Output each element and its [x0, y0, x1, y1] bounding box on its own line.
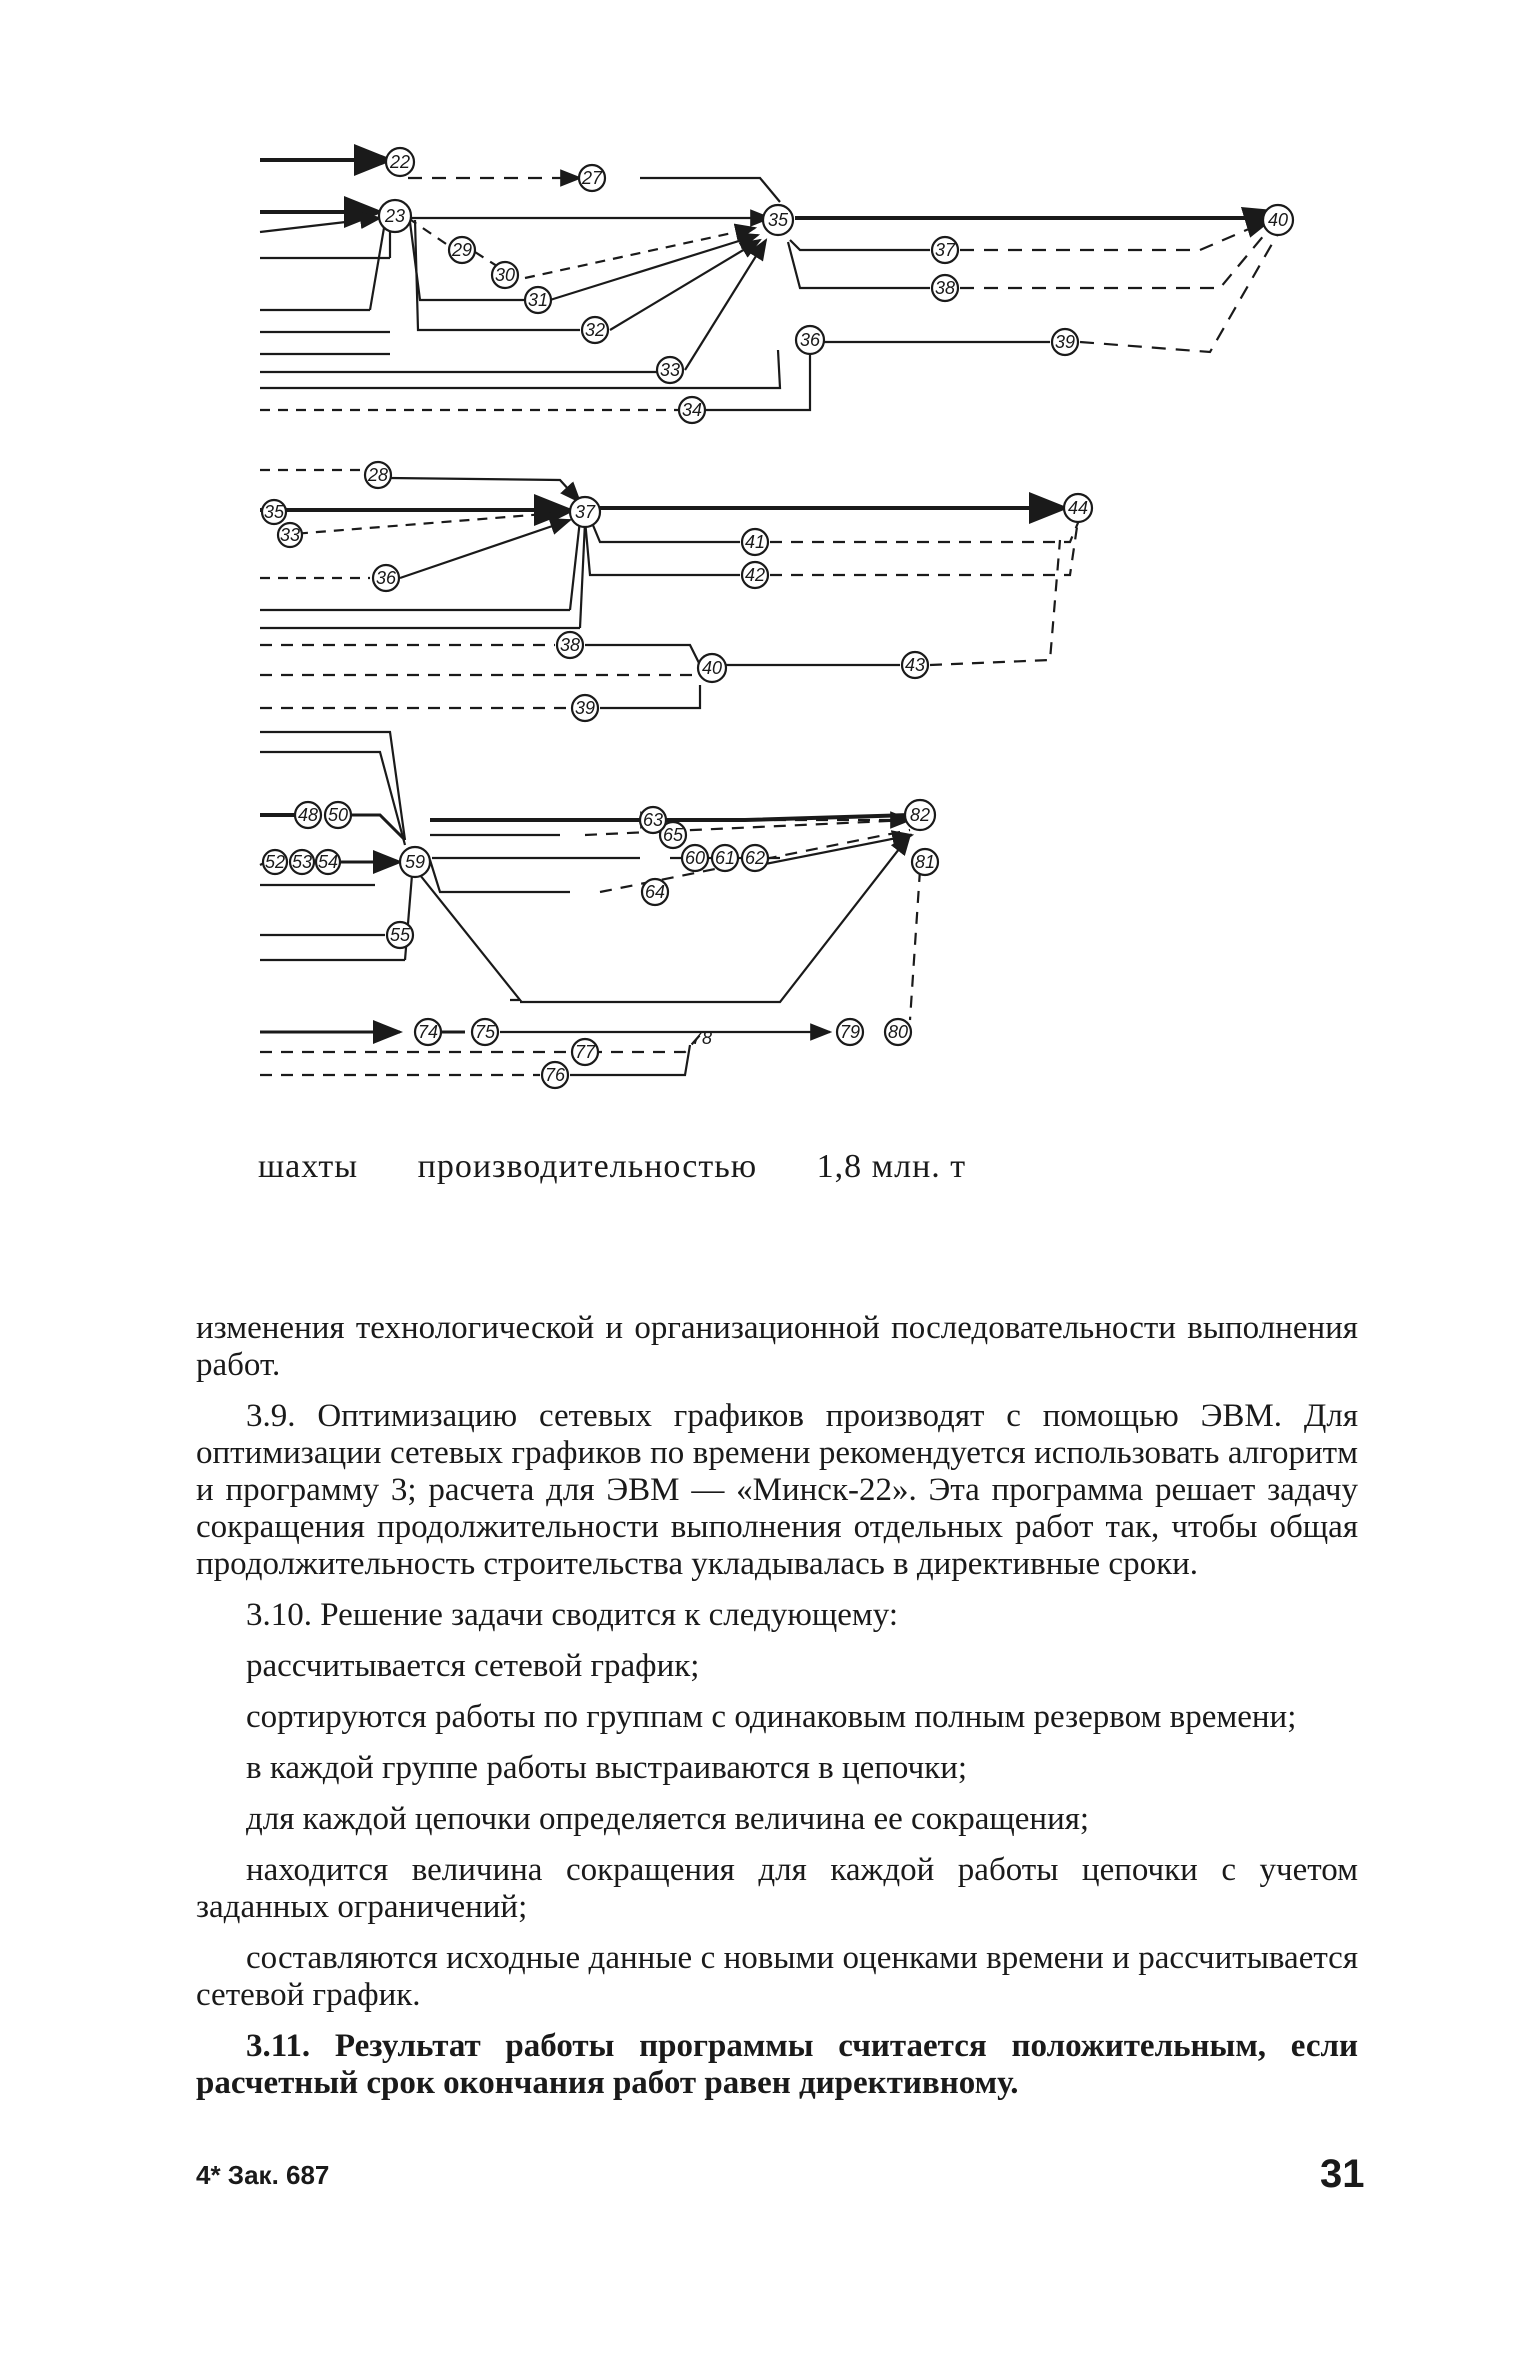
- node-label: 63: [642, 810, 664, 830]
- node-label: 59: [404, 852, 426, 872]
- node-label: 62: [744, 848, 766, 868]
- node-label: 38: [559, 635, 581, 655]
- node-label: 52: [264, 852, 286, 872]
- node-label: 36: [375, 568, 397, 588]
- node-label: 28: [367, 465, 389, 485]
- node-label: 78: [691, 1028, 713, 1048]
- node-label: 33: [279, 525, 301, 545]
- node-label: 27: [581, 168, 603, 188]
- node-label: 76: [544, 1065, 566, 1085]
- node-label: 39: [574, 698, 596, 718]
- node-label: 50: [327, 805, 349, 825]
- paragraph: 3.11. Результат работы программы считается положительным, если расчетный срок окончания работ равен директивному.: [196, 2028, 1358, 2101]
- node-label: 30: [494, 265, 516, 285]
- node-label: 34: [681, 400, 703, 420]
- list-item: сортируются работы по группам с одинаковым полным резервом времени;: [246, 1699, 1297, 1735]
- node-label: 43: [904, 655, 926, 675]
- node-label: 23: [384, 206, 406, 226]
- node-label: 65: [662, 825, 684, 845]
- node-label: 53: [291, 852, 313, 872]
- node-label: 40: [1267, 210, 1289, 230]
- node-label: 60: [684, 848, 706, 868]
- figure-caption: [258, 1148, 1016, 1186]
- node-label: 74: [417, 1022, 439, 1042]
- order-number: 4* Зак. 687: [196, 2160, 330, 2190]
- list-item: находится величина сокращения для каждой работы цепочки с учетом заданных ограничений;: [196, 1852, 1358, 1925]
- node-label: 42: [744, 565, 766, 585]
- paragraph: изменения технологической и организационной последовательности выполнения работ.: [196, 1310, 1358, 1383]
- node-label: 77: [574, 1042, 596, 1062]
- node-label: 44: [1067, 498, 1089, 518]
- list-item: для каждой цепочки определяется величина ее сокращения;: [246, 1801, 1090, 1837]
- node-label: 32: [584, 320, 606, 340]
- list-item: в каждой группе работы выстраиваются в цепочки;: [246, 1750, 968, 1786]
- node-label: 40: [701, 658, 723, 678]
- node-label: 36: [799, 330, 821, 350]
- node-label: 81: [914, 852, 936, 872]
- caption-word: производительностью: [417, 1148, 758, 1185]
- caption-word: 1,8 млн. т: [816, 1148, 967, 1185]
- node-label: 31: [527, 290, 549, 310]
- list-item: рассчитывается сетевой график;: [246, 1648, 700, 1684]
- node-label: 35: [767, 210, 789, 230]
- node-label: 38: [934, 278, 956, 298]
- node-label: 37: [574, 502, 596, 522]
- node-label: 41: [744, 532, 766, 552]
- steps-list: [196, 1648, 1358, 2014]
- page-number: 31: [1320, 2152, 1365, 2196]
- node-label: 33: [659, 360, 681, 380]
- node-label: 79: [839, 1022, 861, 1042]
- node-label: 29: [451, 240, 473, 260]
- paragraph: 3.10. Решение задачи сводится к следующему:: [246, 1597, 899, 1633]
- node-label: 22: [389, 152, 411, 172]
- node-label: 61: [714, 848, 736, 868]
- node-label: 55: [389, 925, 411, 945]
- paragraph: 3.9. Оптимизацию сетевых графиков производят с помощью ЭВМ. Для оптимизации сетевых графиков по времени рекомендуется использовать алгоритм и программу 3; расчета для ЭВМ — «Минск-22». Эта программа решает задачу сокращения продолжительности выполнения отдельных работ так, чтобы общая продолжительность строительства укладывалась в директивные сроки.: [196, 1398, 1358, 1582]
- body-text: [196, 1310, 1358, 2116]
- node-label: 35: [263, 502, 285, 522]
- node-label: 80: [887, 1022, 909, 1042]
- node-label: 64: [644, 882, 666, 902]
- node-label: 48: [297, 805, 319, 825]
- node-label: 54: [317, 852, 339, 872]
- node-label: 82: [909, 805, 931, 825]
- caption-word: шахты: [258, 1148, 359, 1185]
- network-diagram: [240, 140, 1340, 1120]
- node-label: 39: [1054, 332, 1076, 352]
- list-item: составляются исходные данные с новыми оценками времени и рассчитывается сетевой график.: [196, 1940, 1358, 2013]
- node-label: 75: [474, 1022, 496, 1042]
- node-label: 37: [934, 240, 956, 260]
